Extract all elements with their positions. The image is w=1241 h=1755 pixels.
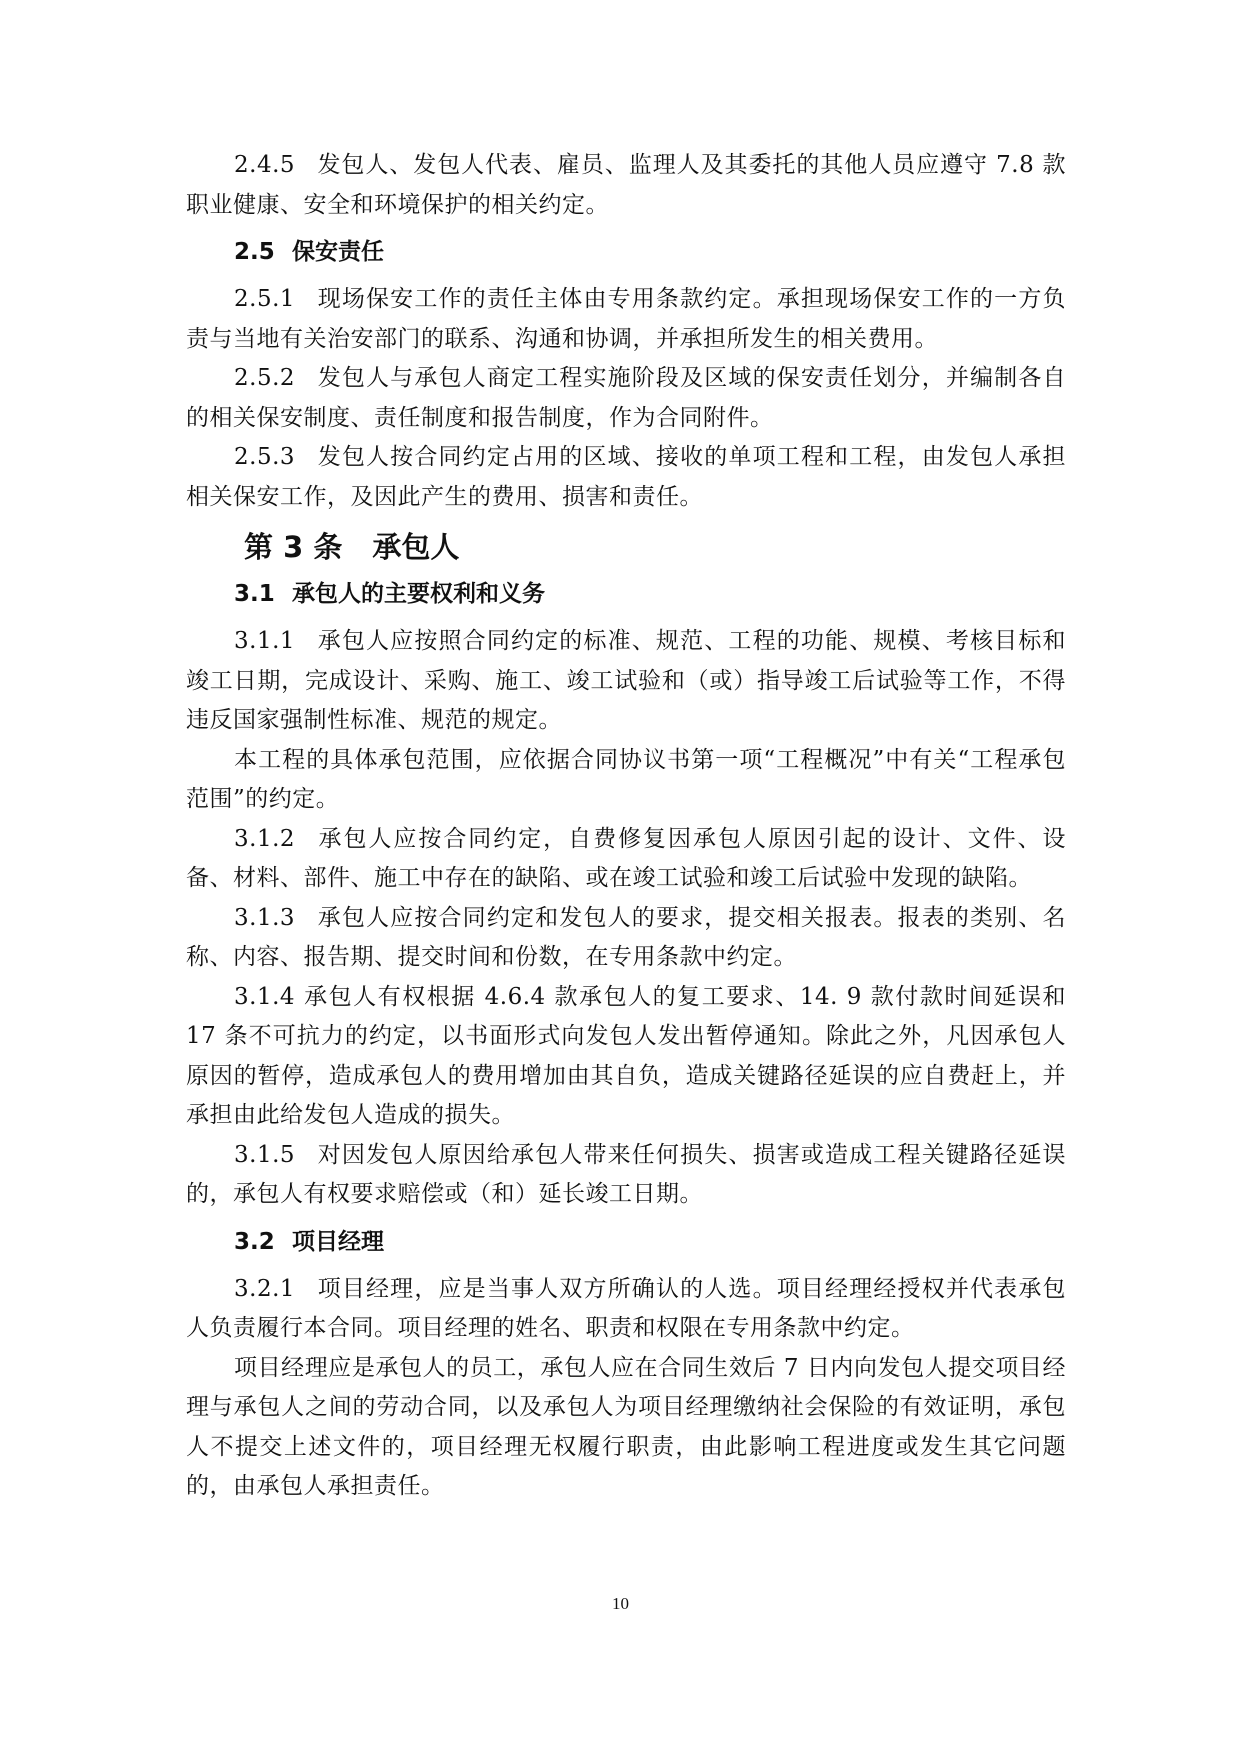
- section-2-5-heading: [186, 236, 1066, 268]
- clause-3-1-3: [186, 899, 1066, 978]
- heading-number: 2.5: [234, 239, 275, 265]
- clause-number: 3.1.2: [234, 825, 296, 852]
- article-3-heading: [186, 527, 1066, 567]
- clause-2-4-5: [186, 146, 1066, 225]
- heading-text: 承包人: [372, 530, 460, 564]
- clause-text: 承包人应按合同约定和发包人的要求，提交相关报表。报表的类别、名称、内容、报告期、提交时间和份数，在专用条款中约定。: [186, 904, 1066, 970]
- clause-number: 2.5.3: [234, 444, 296, 470]
- heading-text: 保安责任: [292, 239, 384, 265]
- clause-3-1-1-scope: [186, 741, 1066, 820]
- clause-number: 2.4.5: [234, 152, 296, 178]
- clause-text: 发包人、发包人代表、雇员、监理人及其委托的其他人员应遵守 7.8 款职业健康、安全和环境保护的相关约定。: [186, 152, 1066, 218]
- heading-number: 第 3 条: [244, 530, 343, 564]
- clause-number: 3.1.5: [234, 1141, 296, 1168]
- heading-text: 项目经理: [292, 1228, 384, 1255]
- clause-number: 3.1.3: [234, 904, 296, 931]
- clause-number: 3.1.1: [234, 628, 296, 654]
- heading-number: 3.2: [234, 1228, 275, 1255]
- clause-text: 本工程的具体承包范围，应依据合同协议书第一项“工程概况”中有关“工程承包范围”的约定。: [186, 746, 1066, 812]
- heading-text: 承包人的主要权利和义务: [292, 581, 545, 607]
- clause-number: 3.1.4: [234, 983, 296, 1010]
- section-3-1-heading: [186, 578, 1066, 610]
- clause-text: 承包人有权根据 4.6.4 款承包人的复工要求、14. 9 款付款时间延误和 17 条不可抗力的约定，以书面形式向发包人发出暂停通知。除此之外，凡因承包人原因的暂停，造成承包人的费用增加由其自负，造成关键路径延误的应自费赶上，并承担由此给发包人造成的损失。: [186, 983, 1066, 1128]
- clause-3-1-4: [186, 978, 1066, 1136]
- clause-2-5-1: [186, 280, 1066, 359]
- clause-text: 发包人按合同约定占用的区域、接收的单项工程和工程，由发包人承担相关保安工作，及因此产生的费用、损害和责任。: [186, 444, 1066, 510]
- clause-number: 2.5.1: [234, 286, 296, 312]
- section-3-2-heading: [186, 1226, 1066, 1258]
- heading-number: 3.1: [234, 581, 275, 607]
- clause-text: 承包人应按合同约定，自费修复因承包人原因引起的设计、文件、设备、材料、部件、施工中存在的缺陷、或在竣工试验和竣工后试验中发现的缺陷。: [186, 825, 1066, 891]
- clause-number: 2.5.2: [234, 365, 296, 391]
- clause-3-1-1: [186, 622, 1066, 741]
- clause-2-5-2: [186, 359, 1066, 438]
- clause-text: 项目经理应是承包人的员工，承包人应在合同生效后 7 日内向发包人提交项目经理与承包人之间的劳动合同，以及承包人为项目经理缴纳社会保险的有效证明，承包人不提交上述文件的，项目经理无权履行职责，由此影响工程进度或发生其它问题的，由承包人承担责任。: [186, 1354, 1066, 1499]
- clause-2-5-3: [186, 438, 1066, 517]
- clause-text: 项目经理，应是当事人双方所确认的人选。项目经理经授权并代表承包人负责履行本合同。项目经理的姓名、职责和权限在专用条款中约定。: [186, 1275, 1066, 1341]
- clause-3-2-1: [186, 1270, 1066, 1349]
- clause-3-1-2: [186, 820, 1066, 899]
- clause-3-1-5: [186, 1136, 1066, 1215]
- page-body: [186, 146, 1066, 1507]
- clause-3-2-1-employee: [186, 1349, 1066, 1507]
- clause-number: 3.2.1: [234, 1275, 296, 1302]
- clause-text: 现场保安工作的责任主体由专用条款约定。承担现场保安工作的一方负责与当地有关治安部门的联系、沟通和协调，并承担所发生的相关费用。: [186, 286, 1066, 352]
- clause-text: 对因发包人原因给承包人带来任何损失、损害或造成工程关键路径延误的，承包人有权要求赔偿或（和）延长竣工日期。: [186, 1141, 1066, 1207]
- page-number: 10: [612, 1594, 629, 1613]
- clause-text: 发包人与承包人商定工程实施阶段及区域的保安责任划分，并编制各自的相关保安制度、责任制度和报告制度，作为合同附件。: [186, 365, 1066, 431]
- clause-text: 承包人应按照合同约定的标准、规范、工程的功能、规模、考核目标和竣工日期，完成设计、采购、施工、竣工试验和（或）指导竣工后试验等工作，不得违反国家强制性标准、规范的规定。: [186, 628, 1066, 733]
